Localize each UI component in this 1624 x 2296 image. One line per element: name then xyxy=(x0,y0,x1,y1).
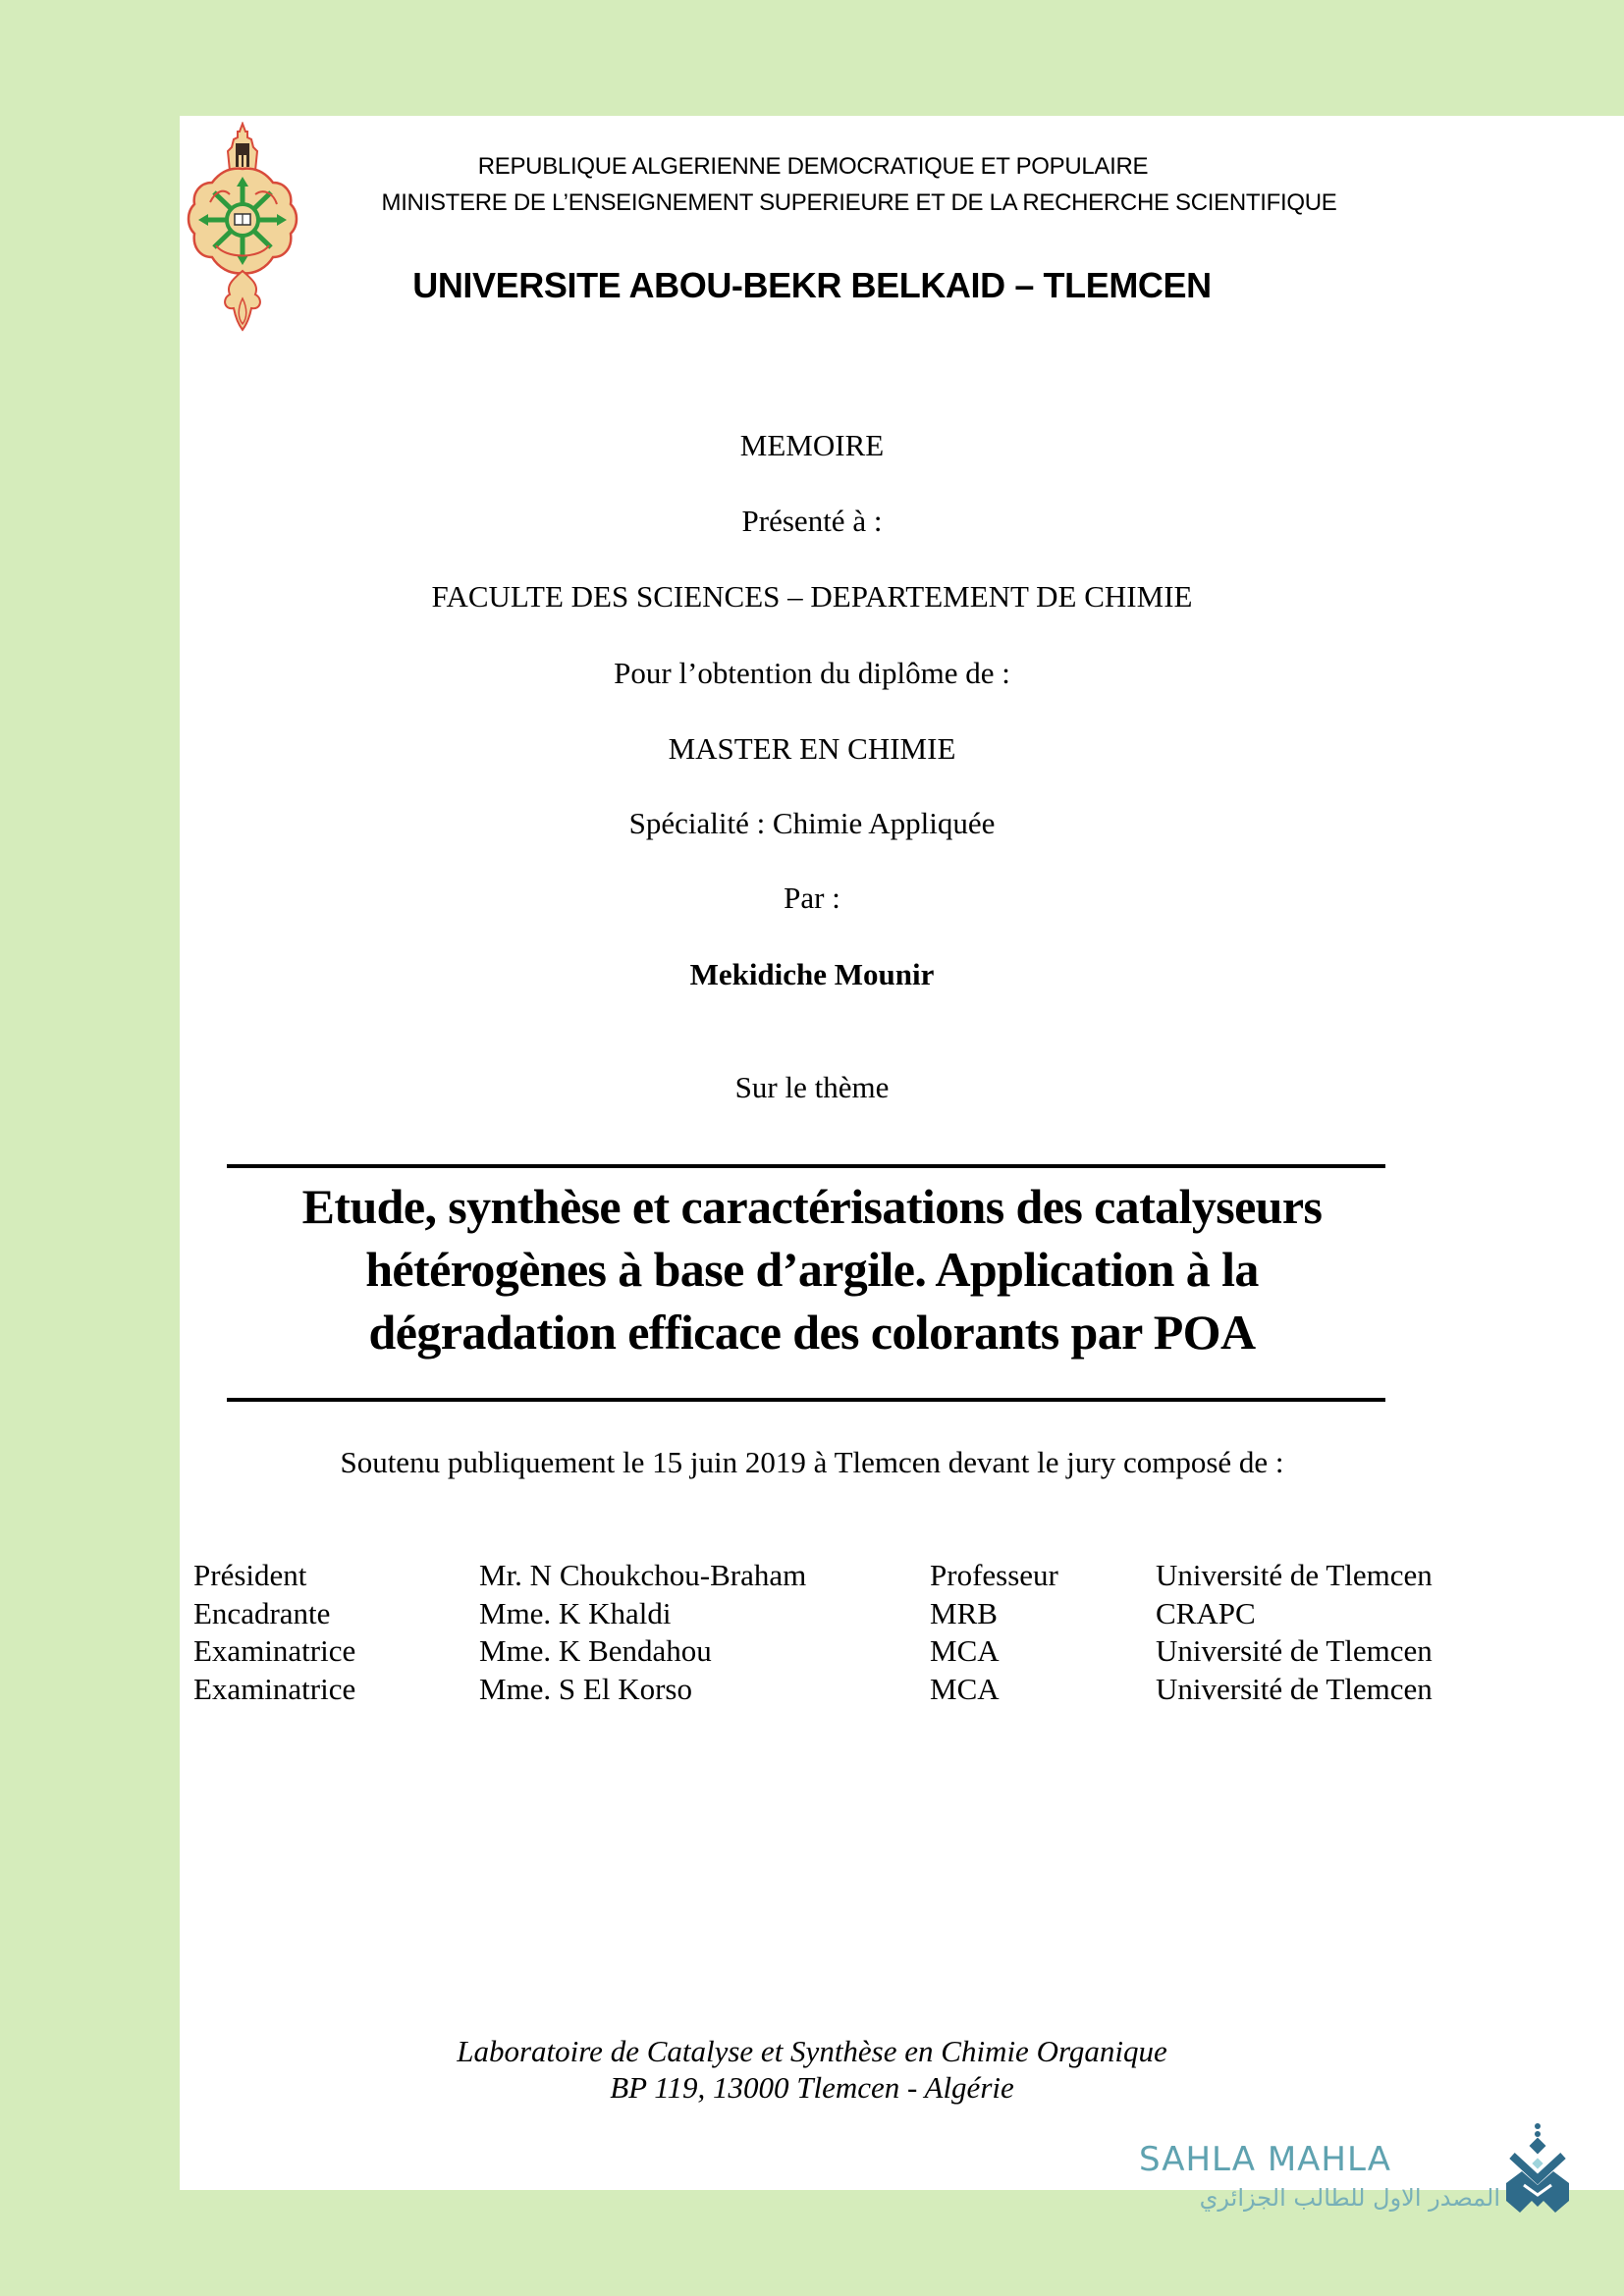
top-decorative-band xyxy=(0,0,1624,116)
theme-label: Sur le thème xyxy=(734,1070,890,1104)
thesis-title xyxy=(180,1175,1444,1363)
jury-member-name: Mme. K Bendahou xyxy=(479,1633,712,1668)
by-label: Par : xyxy=(784,881,840,915)
defense-statement: Soutenu publiquement le 15 juin 2019 à Tlemcen devant le jury composé de : xyxy=(340,1445,1284,1479)
author-name: Mekidiche Mounir xyxy=(689,957,935,991)
jury-role: Président xyxy=(193,1558,307,1592)
document-type: MEMOIRE xyxy=(739,428,885,462)
left-decorative-band xyxy=(0,0,180,2296)
laboratory-name: Laboratoire de Catalyse et Synthèse en Chimie Organique xyxy=(457,2034,1167,2068)
watermark-tagline: المصدر الاول للطالب الجزائري xyxy=(1199,2184,1500,2212)
faculty-department: FACULTE DES SCIENCES – DEPARTEMENT DE CHIMIE xyxy=(431,579,1193,614)
watermark-brand: SAHLA MAHLA xyxy=(1139,2140,1391,2179)
republic-heading: REPUBLIQUE ALGERIENNE DEMOCRATIQUE ET POPULAIRE xyxy=(477,153,1149,180)
laboratory-postal-address: BP 119, 13000 Tlemcen - Algérie xyxy=(610,2070,1014,2105)
jury-member-name: Mr. N Choukchou-Braham xyxy=(479,1558,807,1592)
thesis-title-line: hétérogènes à base d’argile. Application à la xyxy=(365,1242,1259,1297)
jury-institution: Université de Tlemcen xyxy=(1156,1671,1433,1706)
jury-grade: MCA xyxy=(930,1633,1000,1668)
jury-institution: CRAPC xyxy=(1156,1595,1256,1630)
degree-name: MASTER EN CHIMIE xyxy=(668,731,956,766)
thesis-title-line: dégradation efficace des colorants par POA xyxy=(368,1305,1256,1360)
jury-role: Encadrante xyxy=(193,1595,331,1630)
jury-role: Examinatrice xyxy=(193,1633,356,1668)
jury-member-name: Mme. K Khaldi xyxy=(479,1595,672,1630)
jury-institution: Université de Tlemcen xyxy=(1156,1633,1433,1668)
sahla-mahla-watermark xyxy=(1139,2140,1591,2218)
degree-label: Pour l’obtention du diplôme de : xyxy=(614,656,1010,690)
presented-to-label: Présenté à : xyxy=(741,504,883,538)
thesis-title-line: Etude, synthèse et caractérisations des catalyseurs xyxy=(301,1179,1323,1234)
jury-institution: Université de Tlemcen xyxy=(1156,1558,1433,1592)
sahla-mahla-emblem-icon xyxy=(1498,2122,1579,2216)
speciality: Spécialité : Chimie Appliquée xyxy=(628,806,996,840)
jury-grade: Professeur xyxy=(930,1558,1058,1592)
jury-member-name: Mme. S El Korso xyxy=(479,1671,692,1706)
jury-grade: MRB xyxy=(930,1595,998,1630)
laboratory-address xyxy=(180,2033,1444,2106)
ministry-heading: MINISTERE DE L’ENSEIGNEMENT SUPERIEURE ET DE LA RECHERCHE SCIENTIFIQUE xyxy=(381,189,1337,216)
jury-grade: MCA xyxy=(930,1671,1000,1706)
jury-role: Examinatrice xyxy=(193,1671,356,1706)
title-top-rule xyxy=(227,1164,1385,1168)
title-bottom-rule xyxy=(227,1398,1385,1402)
university-name: UNIVERSITE ABOU-BEKR BELKAID – TLEMCEN xyxy=(412,265,1212,305)
